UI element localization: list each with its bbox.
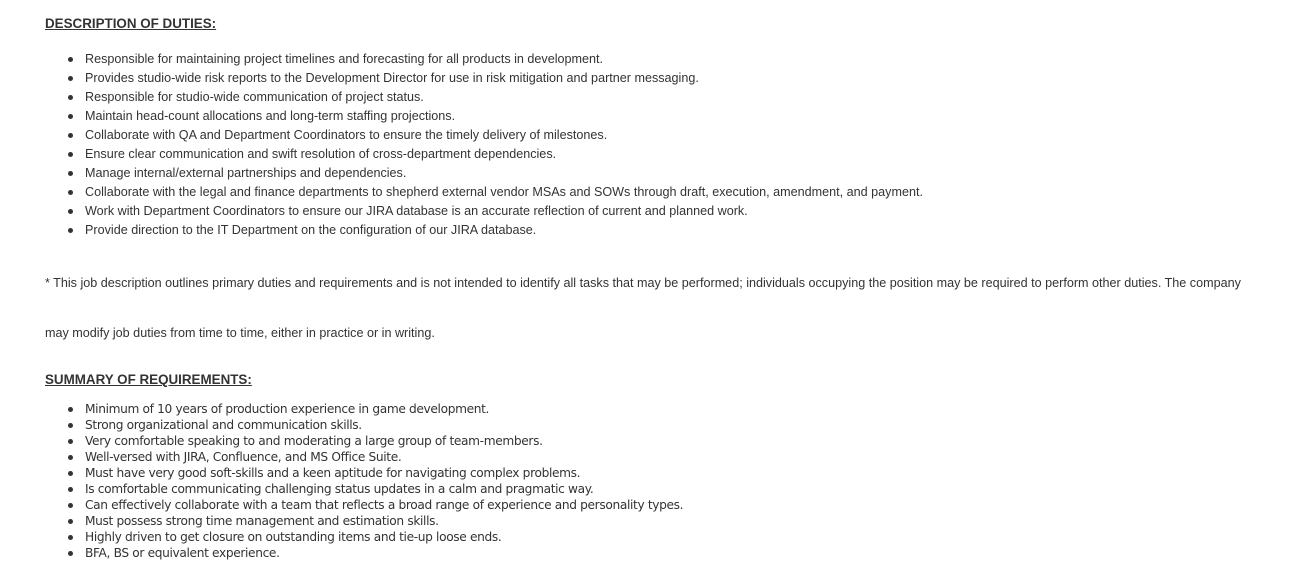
requirement-item: Must possess strong time management and estimation skills. — [68, 513, 683, 529]
requirement-item: Minimum of 10 years of production experience in game development. — [68, 401, 683, 417]
requirement-item: Very comfortable speaking to and moderating a large group of team-members. — [68, 433, 683, 449]
disclaimer-line-2: may modify job duties from time to time, either in practice or in writing. — [45, 326, 435, 340]
requirement-item: BFA, BS or equivalent experience. — [68, 545, 683, 561]
duty-item: Ensure clear communication and swift resolution of cross-department dependencies. — [68, 145, 923, 164]
requirements-list — [68, 401, 683, 561]
duty-item: Collaborate with the legal and finance departments to shepherd external vendor MSAs and SOWs through draft, execution, amendment, and payment. — [68, 183, 923, 202]
duty-item: Manage internal/external partnerships and dependencies. — [68, 164, 923, 183]
duty-item: Provide direction to the IT Department on the configuration of our JIRA database. — [68, 221, 923, 240]
requirement-item: Can effectively collaborate with a team that reflects a broad range of experience and personality types. — [68, 497, 683, 513]
duties-heading: DESCRIPTION OF DUTIES: — [45, 16, 217, 31]
duty-item: Provides studio-wide risk reports to the Development Director for use in risk mitigation and partner messaging. — [68, 69, 923, 88]
requirement-item: Strong organizational and communication skills. — [68, 417, 683, 433]
duty-item: Responsible for maintaining project timelines and forecasting for all products in development. — [68, 50, 923, 69]
requirement-item: Must have very good soft-skills and a keen aptitude for navigating complex problems. — [68, 465, 683, 481]
duty-item: Maintain head-count allocations and long-term staffing projections. — [68, 107, 923, 126]
duty-item: Work with Department Coordinators to ensure our JIRA database is an accurate reflection of current and planned work. — [68, 202, 923, 221]
requirement-item: Is comfortable communicating challenging status updates in a calm and pragmatic way. — [68, 481, 683, 497]
disclaimer-line-1: * This job description outlines primary duties and requirements and is not intended to identify all tasks that may be performed; individuals occupying the position may be required to perform other duties. The company — [45, 276, 1241, 290]
requirement-item: Well-versed with JIRA, Confluence, and MS Office Suite. — [68, 449, 683, 465]
requirements-heading: SUMMARY OF REQUIREMENTS: — [45, 372, 252, 387]
requirement-item: Highly driven to get closure on outstanding items and tie-up loose ends. — [68, 529, 683, 545]
duty-item: Collaborate with QA and Department Coordinators to ensure the timely delivery of milestones. — [68, 126, 923, 145]
duty-item: Responsible for studio-wide communication of project status. — [68, 88, 923, 107]
duties-list — [68, 50, 923, 240]
